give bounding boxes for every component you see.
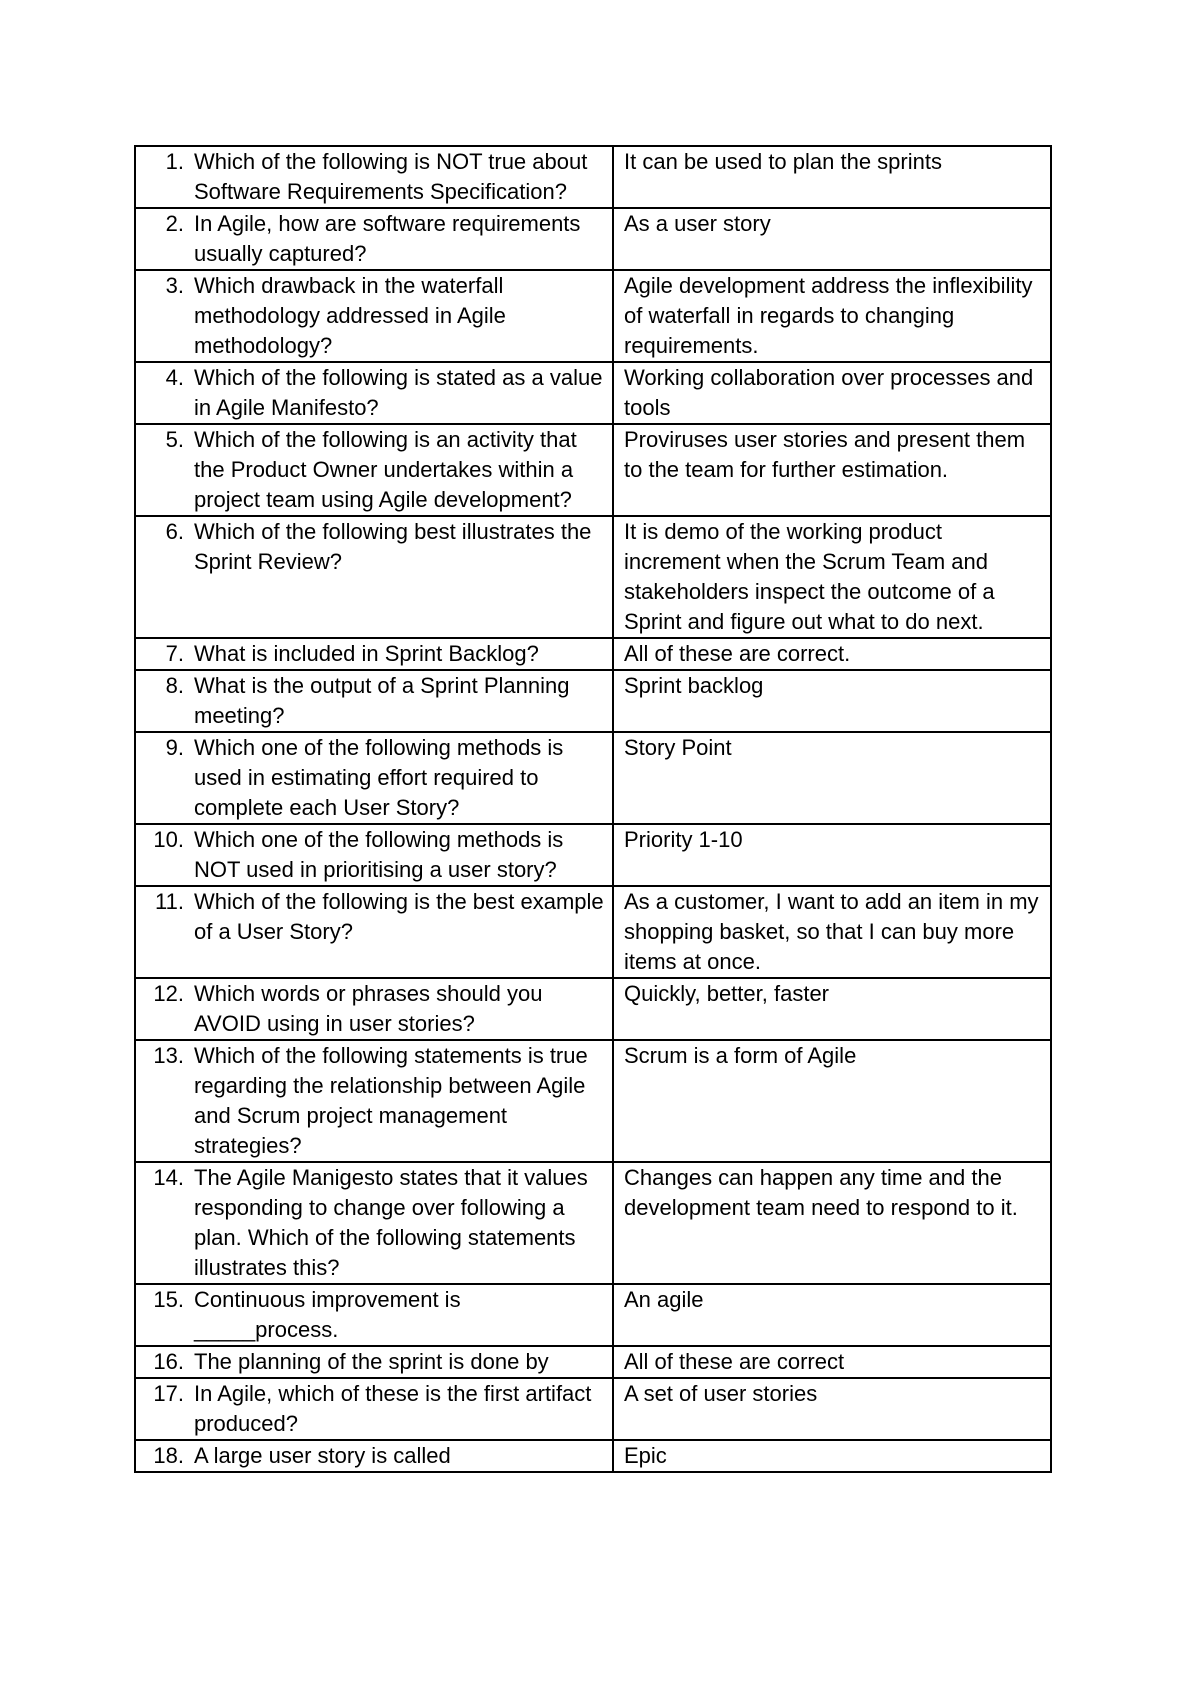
question-text: The planning of the sprint is done by: [194, 1349, 549, 1374]
table-row: [135, 638, 1051, 670]
question-cell: [135, 638, 613, 670]
question-wrap: [146, 733, 604, 823]
question-text: Continuous improvement is _____process.: [194, 1287, 461, 1342]
answer-cell: A set of user stories: [613, 1378, 1051, 1440]
question-wrap: [146, 271, 604, 361]
question-number: 4.: [165, 365, 184, 390]
question-text: Which of the following is NOT true about Software Requirements Specification?: [194, 149, 588, 204]
question-number: 17.: [153, 1381, 184, 1406]
question-number: 13.: [153, 1043, 184, 1068]
answer-cell: Story Point: [613, 732, 1051, 824]
question-cell: [135, 1440, 613, 1472]
table-row: [135, 886, 1051, 978]
question-wrap: [146, 209, 604, 269]
question-wrap: [146, 887, 604, 947]
question-number: 9.: [165, 735, 184, 760]
table-row: [135, 1284, 1051, 1346]
question-wrap: [146, 1379, 604, 1439]
table-row: [135, 1378, 1051, 1440]
question-text: Which of the following statements is true regarding the relationship between Agile and Scrum project management strategies?: [194, 1043, 588, 1158]
table-row: [135, 732, 1051, 824]
answer-cell: Proviruses user stories and present them to the team for further estimation.: [613, 424, 1051, 516]
question-cell: [135, 1378, 613, 1440]
answer-cell: As a customer, I want to add an item in my shopping basket, so that I can buy more items at once.: [613, 886, 1051, 978]
qa-table-body: [135, 146, 1051, 1472]
question-text: In Agile, how are software requirements usually captured?: [194, 211, 581, 266]
question-wrap: [146, 517, 604, 577]
question-cell: [135, 424, 613, 516]
question-cell: [135, 1346, 613, 1378]
question-cell: [135, 146, 613, 208]
question-cell: [135, 270, 613, 362]
answer-cell: As a user story: [613, 208, 1051, 270]
table-row: [135, 516, 1051, 638]
question-wrap: [146, 363, 604, 423]
table-row: [135, 208, 1051, 270]
table-row: [135, 1040, 1051, 1162]
question-number: 5.: [165, 427, 184, 452]
question-number: 3.: [165, 273, 184, 298]
question-text: Which one of the following methods is NOT used in prioritising a user story?: [194, 827, 564, 882]
question-wrap: [146, 1163, 604, 1283]
question-cell: [135, 978, 613, 1040]
question-cell: [135, 732, 613, 824]
question-text: Which of the following is an activity that the Product Owner undertakes within a project team using Agile development?: [194, 427, 577, 512]
question-text: Which words or phrases should you AVOID using in user stories?: [194, 981, 543, 1036]
question-wrap: [146, 1347, 604, 1377]
answer-cell: Changes can happen any time and the development team need to respond to it.: [613, 1162, 1051, 1284]
question-number: 8.: [165, 673, 184, 698]
answer-cell: Priority 1-10: [613, 824, 1051, 886]
question-cell: [135, 1040, 613, 1162]
question-number: 11.: [155, 889, 184, 914]
question-wrap: [146, 979, 604, 1039]
table-row: [135, 270, 1051, 362]
answer-cell: Scrum is a form of Agile: [613, 1040, 1051, 1162]
table-row: [135, 146, 1051, 208]
question-wrap: [146, 425, 604, 515]
question-cell: [135, 1284, 613, 1346]
answer-cell: Agile development address the inflexibility of waterfall in regards to changing requirements.: [613, 270, 1051, 362]
question-text: The Agile Manigesto states that it values responding to change over following a plan. Which of the following statements illustrates this?: [194, 1165, 588, 1280]
question-text: A large user story is called: [194, 1443, 451, 1468]
table-row: [135, 1346, 1051, 1378]
table-row: [135, 1440, 1051, 1472]
question-wrap: [146, 147, 604, 207]
answer-cell: Sprint backlog: [613, 670, 1051, 732]
table-row: [135, 424, 1051, 516]
question-wrap: [146, 1441, 604, 1471]
question-number: 12.: [153, 981, 184, 1006]
question-wrap: [146, 1285, 604, 1345]
question-text: Which of the following best illustrates the Sprint Review?: [194, 519, 592, 574]
question-cell: [135, 886, 613, 978]
question-wrap: [146, 825, 604, 885]
table-row: [135, 362, 1051, 424]
table-row: [135, 1162, 1051, 1284]
question-number: 7.: [165, 641, 184, 666]
question-wrap: [146, 1041, 604, 1161]
question-text: What is the output of a Sprint Planning meeting?: [194, 673, 570, 728]
question-number: 14.: [153, 1165, 184, 1190]
question-number: 15.: [153, 1287, 184, 1312]
answer-cell: All of these are correct: [613, 1346, 1051, 1378]
question-number: 10.: [153, 827, 184, 852]
answer-cell: It is demo of the working product increment when the Scrum Team and stakeholders inspect the outcome of a Sprint and figure out what to do next.: [613, 516, 1051, 638]
answer-cell: Working collaboration over processes and tools: [613, 362, 1051, 424]
question-text: Which of the following is stated as a value in Agile Manifesto?: [194, 365, 603, 420]
table-row: [135, 670, 1051, 732]
question-text: Which of the following is the best example of a User Story?: [194, 889, 604, 944]
question-number: 18.: [153, 1443, 184, 1468]
question-cell: [135, 670, 613, 732]
question-text: What is included in Sprint Backlog?: [194, 641, 539, 666]
table-row: [135, 824, 1051, 886]
question-cell: [135, 824, 613, 886]
question-cell: [135, 516, 613, 638]
question-cell: [135, 362, 613, 424]
question-wrap: [146, 671, 604, 731]
answer-cell: An agile: [613, 1284, 1051, 1346]
question-text: In Agile, which of these is the first artifact produced?: [194, 1381, 592, 1436]
question-number: 16.: [153, 1349, 184, 1374]
answer-cell: All of these are correct.: [613, 638, 1051, 670]
table-row: [135, 978, 1051, 1040]
qa-table: [134, 145, 1052, 1473]
answer-cell: Quickly, better, faster: [613, 978, 1051, 1040]
question-number: 6.: [165, 519, 184, 544]
question-text: Which drawback in the waterfall methodology addressed in Agile methodology?: [194, 273, 506, 358]
question-number: 2.: [165, 211, 184, 236]
question-cell: [135, 208, 613, 270]
question-cell: [135, 1162, 613, 1284]
question-wrap: [146, 639, 604, 669]
answer-cell: Epic: [613, 1440, 1051, 1472]
question-number: 1.: [165, 149, 184, 174]
answer-cell: It can be used to plan the sprints: [613, 146, 1051, 208]
question-text: Which one of the following methods is used in estimating effort required to complete each User Story?: [194, 735, 564, 820]
